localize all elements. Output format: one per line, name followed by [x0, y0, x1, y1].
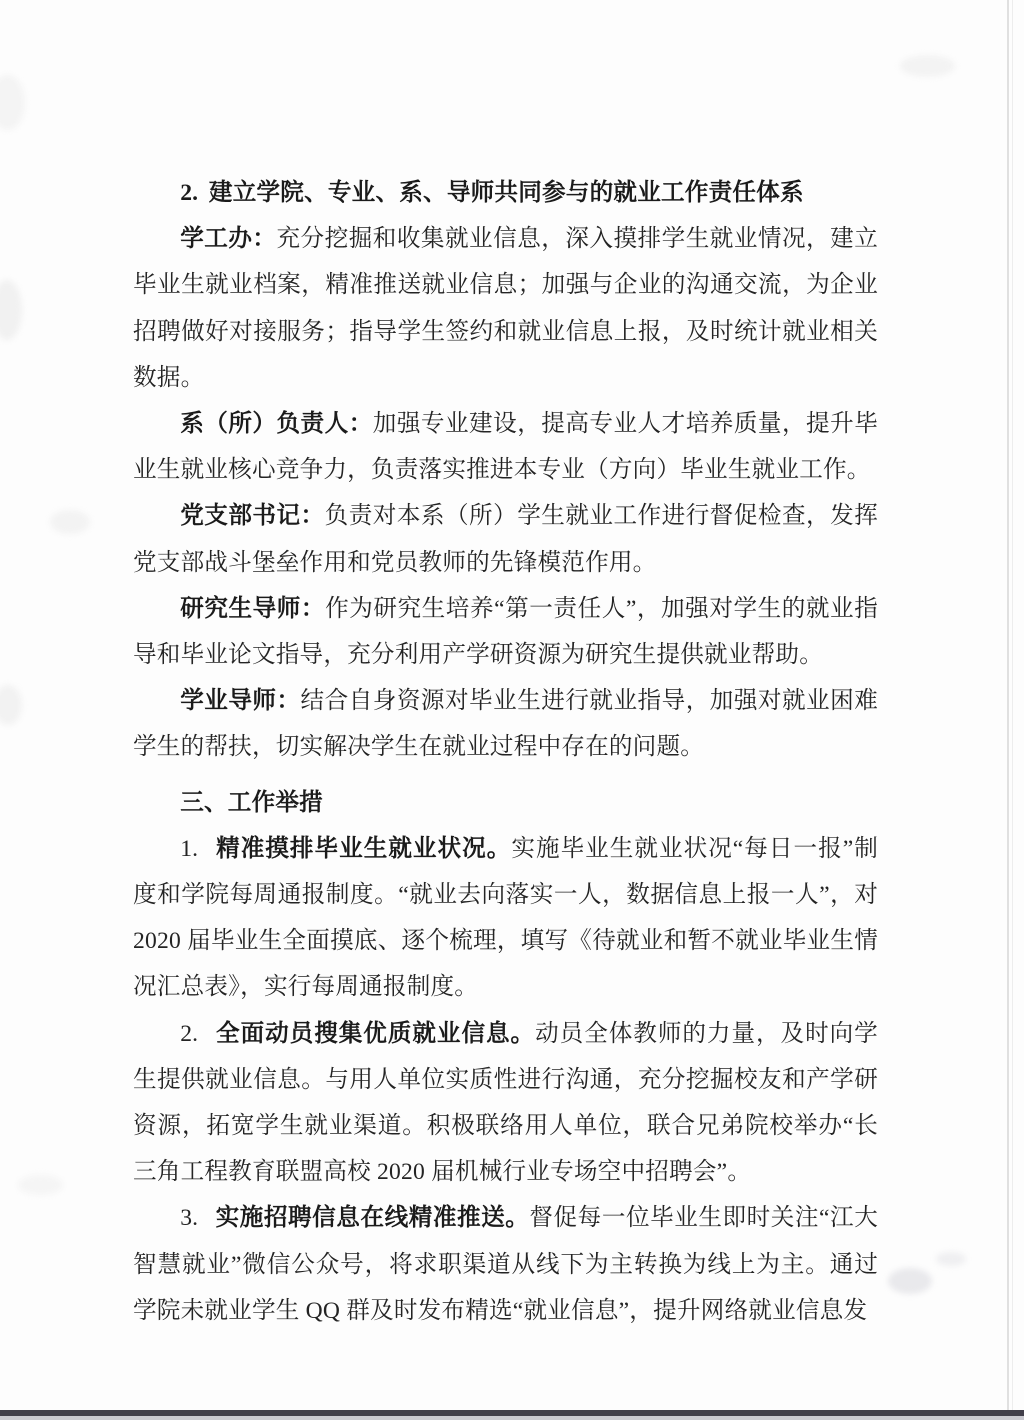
scan-smudge	[888, 1268, 932, 1294]
paragraph-measure-1	[133, 826, 878, 1011]
document-body	[133, 170, 878, 1334]
measure-title: 实施招聘信息在线精准推送。	[215, 1205, 530, 1232]
heading-responsibility-system	[133, 170, 878, 216]
role-label: 研究生导师：	[180, 595, 326, 622]
scan-bottom-shadow	[0, 1416, 1024, 1420]
paragraph-text: 实施毕业生就业状况“每日一报”制度和学院每周通报制度。“就业去向落实一人，数据信息上报一人”，对 2020 届毕业生全面摸底、逐个梳理，填写《待就业和暂不就业毕业生情况汇总表》，实行每周通报制度。	[133, 835, 878, 1001]
paragraph-measure-3	[133, 1195, 878, 1334]
paragraph-text: 充分挖掘和收集就业信息，深入摸排学生就业情况，建立毕业生就业档案，精准推送就业信息；加强与企业的沟通交流，为企业招聘做好对接服务；指导学生签约和就业信息上报，及时统计就业相关数据。	[133, 226, 878, 391]
measure-number: 2.	[180, 1020, 199, 1047]
measure-number: 1.	[180, 835, 199, 862]
scan-smudge	[0, 75, 25, 130]
role-label: 学工办：	[180, 226, 277, 253]
scan-edge-line	[1012, 0, 1013, 1420]
paragraph-text: 结合自身资源对毕业生进行就业指导，加强对就业困难学生的帮扶，切实解决学生在就业过程中存在的问题。	[133, 688, 878, 761]
paragraph-text: 加强专业建设，提高专业人才培养质量，提升毕业生就业核心竞争力，负责落实推进本专业（方向）毕业生就业工作。	[133, 411, 878, 484]
heading-work-measures: 三、工作举措	[180, 789, 323, 816]
paragraph-text: 作为研究生培养“第一责任人”，加强对学生的就业指导和毕业论文指导，充分利用产学研资源为研究生提供就业帮助。	[133, 595, 878, 669]
paragraph-party-branch-secretary	[133, 493, 878, 585]
paragraph-student-affairs-office	[133, 216, 878, 401]
scan-smudge	[936, 1252, 966, 1266]
paragraph-measure-2	[133, 1011, 878, 1196]
paragraph-graduate-supervisor	[133, 586, 878, 678]
scan-smudge	[900, 55, 955, 77]
role-label: 系（所）负责人：	[180, 411, 373, 438]
measure-title: 精准摸排毕业生就业状况。	[215, 835, 512, 862]
scan-edge-line	[1007, 0, 1009, 1420]
scan-smudge	[50, 510, 90, 534]
paragraph-academic-advisor	[133, 678, 878, 770]
role-label: 党支部书记：	[180, 503, 325, 530]
heading-text: 建立学院、专业、系、导师共同参与的就业工作责任体系	[208, 180, 804, 206]
measure-number: 3.	[180, 1205, 199, 1232]
scan-smudge	[18, 1175, 63, 1195]
paragraph-text: 动员全体教师的力量，及时向学生提供就业信息。与用人单位实质性进行沟通，充分挖掘校友和产学研资源，拓宽学生就业渠道。积极联络用人单位，联合兄弟院校举办“长三角工程教育联盟高校 2020 届机械行业专场空中招聘会”。	[133, 1020, 878, 1186]
scan-smudge	[0, 685, 22, 725]
paragraph-text: 负责对本系（所）学生就业工作进行督促检查，发挥党支部战斗堡垒作用和党员教师的先锋模范作用。	[133, 503, 878, 576]
scan-smudge	[0, 280, 22, 340]
role-label: 学业导师：	[180, 688, 301, 715]
paragraph-text: 督促每一位毕业生即时关注“江大智慧就业”微信公众号，将求职渠道从线下为主转换为线上为主。通过学院未就业学生 QQ 群及时发布精选“就业信息”，提升网络就业信息发	[133, 1205, 878, 1324]
measure-title: 全面动员搜集优质就业信息。	[215, 1020, 536, 1047]
heading-number: 2.	[180, 180, 199, 206]
paragraph-department-head	[133, 401, 878, 493]
